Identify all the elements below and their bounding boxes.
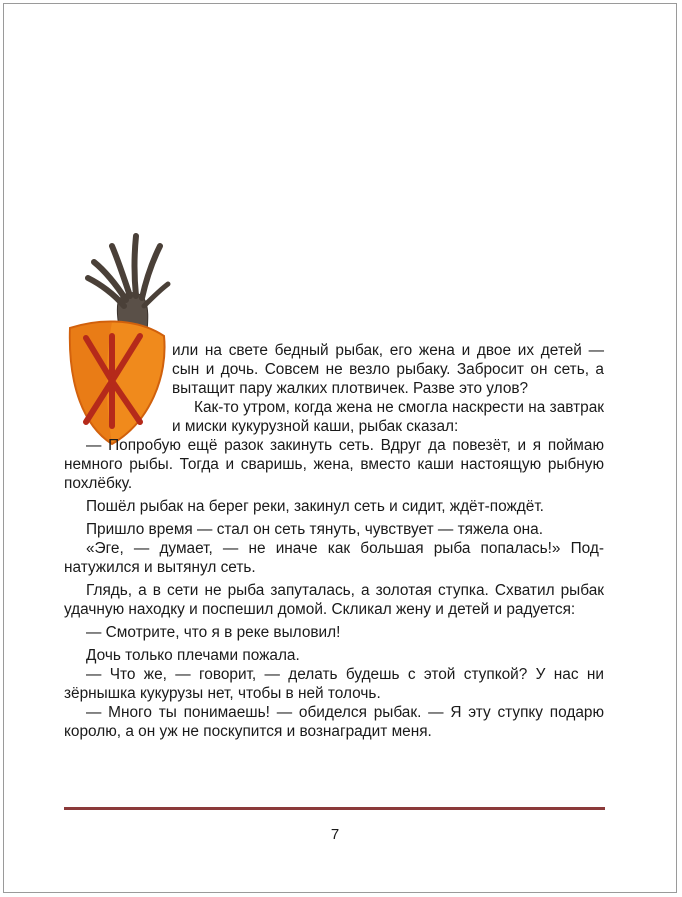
paragraph: — Смотрите, что я в реке выловил! xyxy=(86,624,341,641)
paragraph: — Попробую ещё разок закинуть сеть. Вдруг да повезёт, и я поймаю немного рыбы. Тогда и сваришь, жена, вместо каши настоящую рыбную похлёбку. xyxy=(64,437,604,492)
story-text xyxy=(64,341,604,741)
page xyxy=(3,3,677,893)
paragraph: — Что же, — говорит, — делать будешь с этой ступкой? У нас ни зёрнышка кукурузы нет, чтобы в ней толочь. xyxy=(64,666,604,702)
paragraph: Глядь, а в сети не рыба запуталась, а золотая ступка. Схватил рыбак удачную находку и поспешил домой. Скликал жену и детей и радуется: xyxy=(64,582,604,618)
paragraph: Пришло время — стал он сеть тянуть, чувствует — тяжела она. xyxy=(86,521,544,538)
paragraph: «Эге, — думает, — не иначе как большая рыба попалась!» Поднатужился и вытянул сеть. xyxy=(64,540,604,576)
paragraph: — Много ты понимаешь! — обиделся рыбак. — Я эту ступку подарю королю, а он уж не поскупится и вознаградит меня. xyxy=(64,704,604,740)
paragraph: Как-то утром, когда жена не смогла наскрести на завтрак и миски кукурузной каши, рыбак сказал: xyxy=(172,399,604,435)
body-paragraphs xyxy=(64,436,604,741)
paragraph: или на свете бедный рыбак, его жена и двое их детей — сын и дочь. Совсем не везло рыбаку. Забросит он сеть, а вытащит пару жалких плотвичек. Разве это улов? xyxy=(172,342,604,397)
paragraph: Дочь только плечами пожала. xyxy=(86,647,300,664)
drop-cap-paragraphs xyxy=(64,341,604,436)
paragraph: Пошёл рыбак на берег реки, закинул сеть и сидит, ждёт-пождёт. xyxy=(86,498,544,515)
page-number: 7 xyxy=(330,826,340,843)
footer-rule xyxy=(64,807,605,810)
